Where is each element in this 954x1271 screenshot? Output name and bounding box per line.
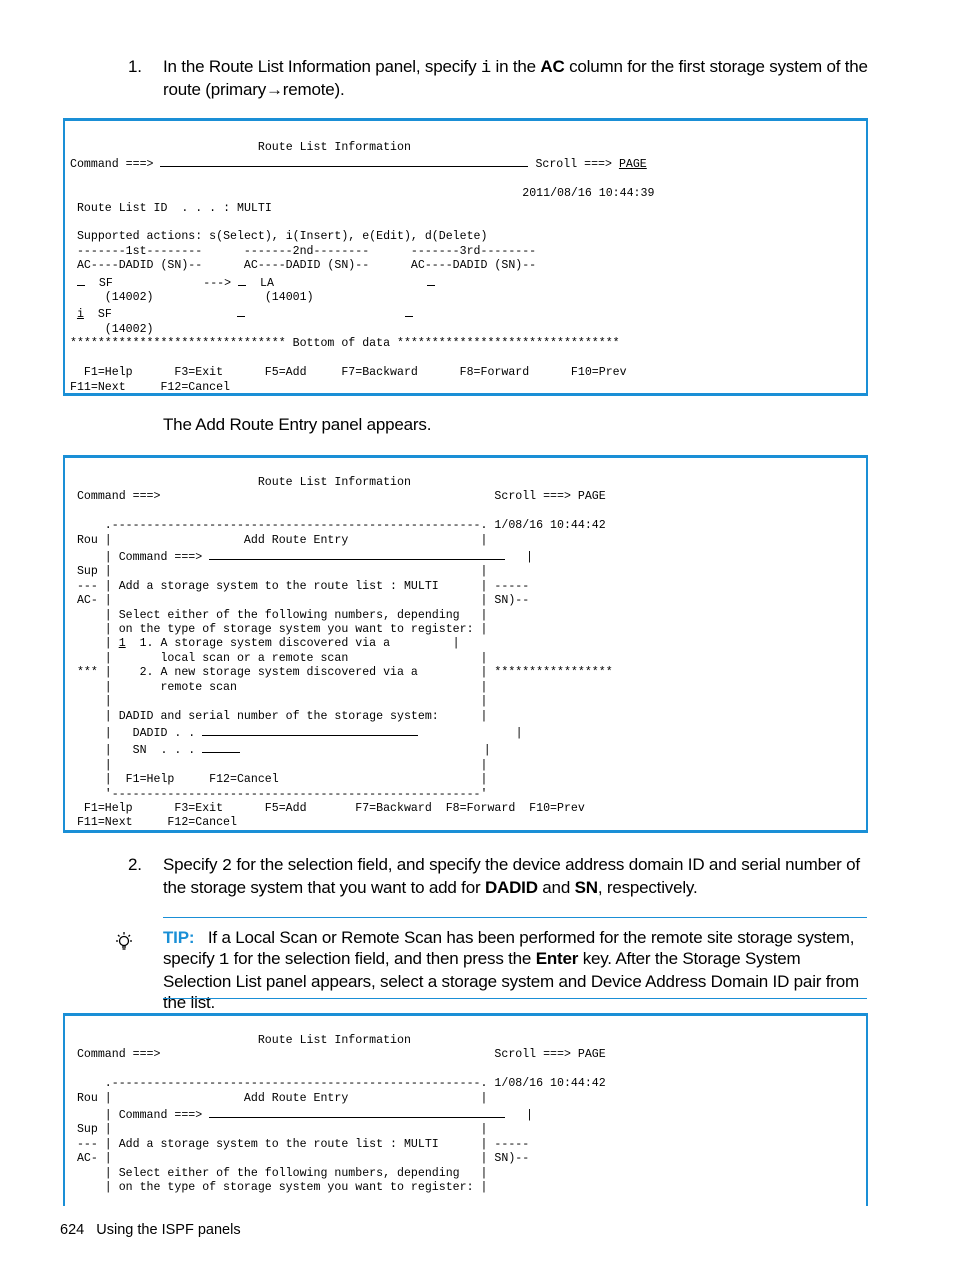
add-route-entry-panel xyxy=(63,455,868,833)
tip-text: TIP: If a Local Scan or Remote Scan has been performed for the remote site storage system, specify 1 for the selection field, and then press the Enter key. After the Storage System Selection List panel appears, select a storage system and Device Address Domain ID pair from the list. xyxy=(163,928,859,1012)
page-number: 624 xyxy=(60,1222,85,1238)
step-1-number: 1. xyxy=(128,57,142,76)
popup-command-input[interactable] xyxy=(209,1106,505,1118)
function-keys: F1=Help F3=Exit F5=Add F7=Backward F8=Forward F10=Prev xyxy=(70,366,627,380)
ac-field[interactable] xyxy=(238,274,246,286)
panel-title: Route List Information xyxy=(257,141,411,154)
step-2-text: Specify 2 for the selection field, and specify the device address domain ID and serial number of the storage system that you want to add for DADID and SN, respectively. xyxy=(163,855,860,897)
supported-actions: Supported actions: s(Select), i(Insert), e(Edit), d(Delete) xyxy=(76,230,488,244)
caption-add-route: The Add Route Entry panel appears. xyxy=(163,415,432,434)
page-footer xyxy=(60,1222,241,1238)
tip-top-rule xyxy=(163,917,867,918)
ac-field-selected[interactable]: i xyxy=(76,308,84,322)
sn-input[interactable] xyxy=(202,741,240,753)
ac-field[interactable] xyxy=(427,274,435,286)
tip-label: TIP: xyxy=(163,928,195,947)
step-2 xyxy=(0,854,954,898)
panel-3-screen: Route List Information Command ===> Scroll ===> PAGE .-----------------------------------------------------. 1/08/16 10:44:42 Rou | Add Route Entry | | Command ===> | Sup | | --- | Add a storage system to the route list : MULTI | ----- AC- | | SN)-- | Select either of the following numbers, depending | | on the type of storage system you want to register: | xyxy=(76,1034,606,1195)
function-keys: F11=Next F12=Cancel xyxy=(70,380,231,394)
panel-2-screen: Route List Information Command ===> Scroll ===> PAGE .-----------------------------------------------------. 1/08/16 10:44:42 Rou | Add Route Entry | | Command ===> | Sup | | --- | Add a storage system to the route list : MULTI | ----- AC- | | SN)-- | Select either of the following numbers, depending | | on the type of storage system you want to register: | | 1 1. A storage system discovered via a | | local scan or a remote scan | *** | 2. A new storage system discovered via a | ***************** | remote scan | | | | DADID and serial number of the storage system: | | DADID . . | | SN . . . | | | | F1=Help F12=Cancel | '-----------------------------------------------------' F1=Help F3=Exit F5=Add F7=Backward F8=Forward F10=Prev F11=Next F12=Cancel xyxy=(76,476,613,830)
add-route-entry-panel-continued xyxy=(63,1013,868,1206)
step-1-text: In the Route List Information panel, specify i in the AC column for the first storage system of the route (primary→remote). xyxy=(163,57,868,99)
route-list-id: Route List ID . . . : MULTI xyxy=(76,201,272,215)
timestamp: 2011/08/16 10:44:39 xyxy=(522,187,655,201)
ac-field[interactable] xyxy=(237,305,245,317)
panel-1-screen: Route List Information Command ===> Scroll ===> PAGE 2011/08/16 10:44:39 Route List ID . . . : MULTI Supported actions: s(Select), i(Insert), e(Edit), d(Delete) -------1st-------- -------2nd-------- -------3rd-------- AC----DADID (SN)-- AC----DADID (SN)-- AC----DADID (SN)-- SF ---> LA (14002) (14001) i SF (14002) ******************************* Bottom of data ******************************** F1=Help F3=Exit F5=Add F7=Backward F8=Forward F10=Prev F11=Next F12=Cancel xyxy=(70,141,655,394)
popup-command-input[interactable] xyxy=(209,548,505,560)
command-label: Command ===> xyxy=(70,158,154,172)
bottom-of-data: ******************************* Bottom of data ******************************** xyxy=(70,337,620,351)
step-2-number: 2. xyxy=(128,855,142,874)
route-list-panel xyxy=(63,118,868,396)
command-input[interactable] xyxy=(160,155,528,167)
step-1 xyxy=(0,56,954,100)
scroll-value[interactable]: PAGE xyxy=(618,158,647,172)
tip-bottom-rule xyxy=(163,998,867,999)
dadid-input[interactable] xyxy=(202,724,418,736)
selection-field[interactable]: 1 xyxy=(118,637,126,651)
ac-field[interactable] xyxy=(405,305,413,317)
ac-field[interactable] xyxy=(77,274,85,286)
section-title: Using the ISPF panels xyxy=(96,1222,241,1238)
lightbulb-icon xyxy=(112,930,136,954)
